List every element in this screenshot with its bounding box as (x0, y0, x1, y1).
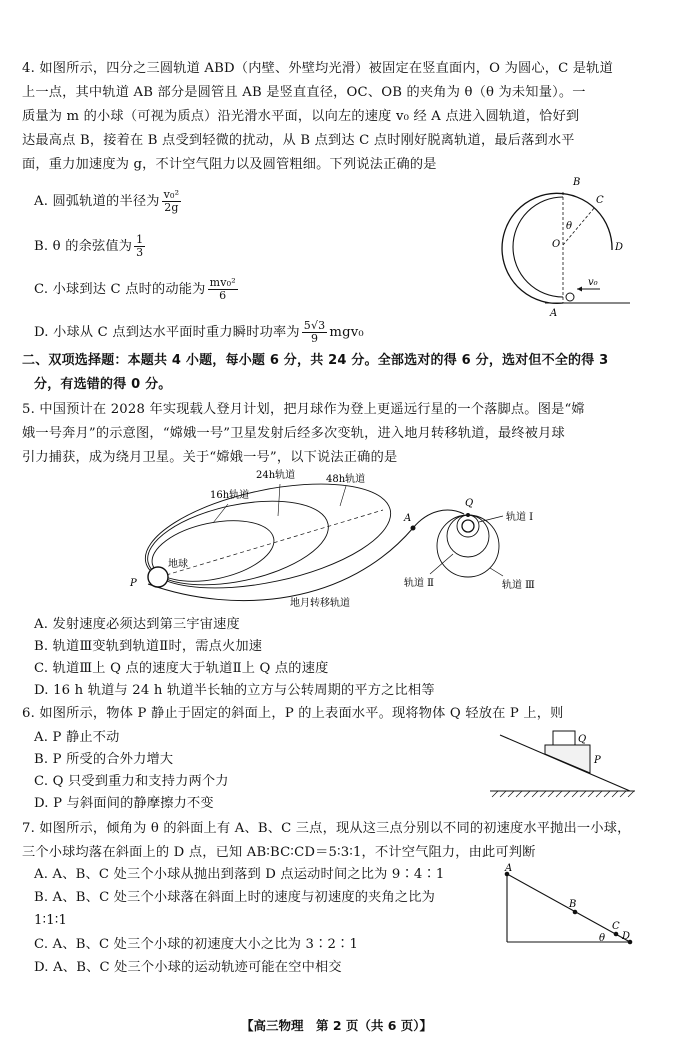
q4-option-b-denominator: 3 (136, 246, 144, 259)
q4-option-b-fraction (134, 234, 145, 259)
q7-option-b-cont: 1∶1∶1 (34, 913, 68, 928)
q4-option-c (34, 277, 240, 302)
q5-option-c: C. 轨道Ⅲ上 Q 点的速度大于轨道Ⅱ上 Q 点的速度 (34, 661, 329, 676)
q4-ball (566, 293, 574, 301)
q7-option-a: A. A、B、C 处三个小球从抛出到落到 D 点运动时间之比为 9∶4∶1 (34, 867, 445, 882)
q4-label-d: D (615, 242, 624, 253)
q7-label-c: C (612, 921, 620, 932)
q6-label-q: Q (578, 734, 587, 745)
q5-orbit-24h (140, 487, 336, 600)
q5-leader-48h (340, 486, 346, 506)
q5-label-earth: 地球 (168, 559, 188, 570)
q6-option-a: A. P 静止不动 (34, 730, 120, 745)
q4-velocity-arrowhead (577, 287, 582, 292)
page-footer: 【高三物理 第 2 页（共 6 页）】 (240, 1018, 433, 1033)
q5-label-16h: 16h轨道 (210, 490, 250, 501)
q4-option-a-numerator: v₀² (163, 188, 180, 201)
q5-option-d: D. 16 h 轨道与 24 h 轨道半长轴的立方与公转周期的平方之比相等 (34, 683, 435, 698)
q5-orbit-48h (136, 466, 400, 607)
q7-option-b: B. A、B、C 处三个小球落在斜面上时的速度与初速度的夹角之比为 (34, 890, 436, 905)
q4-option-b-numerator: 1 (136, 233, 144, 246)
q6-block-q (553, 731, 575, 745)
q4-option-a-fraction (162, 189, 182, 214)
q7-line-1: 7. 如图所示，倾角为 θ 的斜面上有 A、B、C 三点，现从这三点分别以不同的初速度水平抛出一小球， (22, 821, 631, 836)
q7-point-b (573, 910, 578, 915)
q5-moon (462, 520, 474, 532)
q6-line-1: 6. 如图所示，物体 P 静止于固定的斜面上，P 的上表面水平。现将物体 Q 轻放在 P 上，则 (22, 706, 564, 721)
q5-line-2: 娥一号奔月”的示意图，“嫦娥一号”卫星发射后经多次变轨，进入地月转移轨道，最终被月球 (22, 426, 565, 441)
q7-line-2: 三个小球均落在斜面上的 D 点，已知 AB∶BC∶CD＝5∶3∶1，不计空气阻力，由此可判断 (22, 845, 536, 860)
q7-option-d: D. A、B、C 处三个小球的运动轨迹可能在空中相交 (34, 960, 342, 975)
q4-option-c-fraction (208, 277, 238, 302)
q4-option-c-text: C. 小球到达 C 点时的动能为 (34, 282, 206, 297)
q7-label-theta: θ (599, 933, 606, 944)
q4-option-a (34, 189, 183, 214)
q5-label-a: A (404, 513, 412, 524)
section2-line-2: 分，有选错的得 0 分。 (34, 377, 172, 392)
q4-option-c-denominator: 6 (219, 289, 227, 302)
q4-label-b: B (573, 177, 581, 188)
q7-label-a: A (505, 863, 513, 874)
q4-line-3: 质量为 m 的小球（可视为质点）沿光滑水平面，以向左的速度 v₀ 经 A 点进入圆轨道，恰好到 (22, 109, 580, 124)
section2-line-1: 二、双项选择题：本题共 4 小题，每小题 6 分，共 24 分。全部选对的得 6 分，选对但不全的得 3 (22, 353, 609, 368)
q5-label-24h: 24h轨道 (256, 470, 296, 481)
q7-option-c: C. A、B、C 处三个小球的初速度大小之比为 3∶2∶1 (34, 937, 359, 952)
q5-point-a (411, 526, 416, 531)
q5-point-q (466, 513, 470, 517)
q7-incline-figure (495, 862, 640, 952)
q6-option-d: D. P 与斜面间的静摩擦力不变 (34, 796, 214, 811)
q6-block-p (545, 745, 590, 773)
q7-point-c (614, 932, 619, 937)
q6-label-p: P (594, 755, 601, 766)
q7-label-d: D (622, 931, 631, 942)
q4-label-o: O (552, 239, 561, 250)
q5-label-orbit-iii: 轨道 Ⅲ (502, 580, 535, 591)
q4-label-a: A (550, 308, 558, 319)
q4-option-d-denominator: 9 (310, 332, 319, 345)
q4-option-d (34, 320, 364, 345)
q5-line-1: 5. 中国预计在 2028 年实现载人登月计划，把月球作为登上更遥远行星的一个落脚点。图是“嫦 (22, 402, 585, 417)
q4-label-v0: v₀ (588, 277, 598, 288)
q4-line-4: 达最高点 B，接着在 B 点受到轻微的扰动，从 B 点到达 C 点时刚好脱离轨道，最后落到水平 (22, 133, 575, 148)
q6-ground-hatch (492, 791, 634, 797)
q4-option-d-fraction (302, 320, 328, 345)
q4-option-a-text: A. 圆弧轨道的半径为 (34, 194, 160, 209)
q5-line-3: 引力捕获，成为绕月卫星。关于“嫦娥一号”，以下说法正确的是 (22, 450, 398, 465)
q5-option-a: A. 发射速度必须达到第三宇宙速度 (34, 617, 240, 632)
q4-track-figure (490, 170, 640, 320)
q4-line-1: 4. 如图所示，四分之三圆轨道 ABD（内壁、外壁均光滑）被固定在竖直面内，O 为圆心，C 是轨道 (22, 61, 613, 76)
q5-earth (148, 567, 168, 587)
q5-label-48h: 48h轨道 (326, 474, 366, 485)
q5-leader-iii (490, 568, 503, 576)
q4-option-a-denominator: 2g (164, 201, 179, 214)
q5-leader-24h (278, 484, 280, 516)
q4-label-theta: θ (566, 221, 573, 232)
q5-orbit-figure (118, 466, 548, 616)
q5-option-b: B. 轨道Ⅲ变轨到轨道Ⅱ时，需点火加速 (34, 639, 263, 654)
q6-option-b: B. P 所受的合外力增大 (34, 752, 174, 767)
q7-label-b: B (569, 899, 577, 910)
q5-label-q: Q (465, 498, 474, 509)
q4-label-c: C (596, 195, 604, 206)
q5-label-p: P (130, 578, 137, 589)
q4-line-2: 上一点，其中轨道 AB 部分是圆管且 AB 是竖直直径，OC、OB 的夹角为 θ（θ 为未知量）。一 (22, 85, 586, 100)
q4-line-5: 面，重力加速度为 g，不计空气阻力以及圆管粗细。下列说法正确的是 (22, 157, 437, 172)
q5-leader-16h (213, 504, 228, 523)
q6-incline-figure (490, 725, 640, 800)
q6-option-c: C. Q 只受到重力和支持力两个力 (34, 774, 229, 789)
q4-option-b (34, 234, 147, 259)
q4-option-d-suffix: mgv₀ (329, 325, 364, 340)
q4-option-b-text: B. θ 的余弦值为 (34, 239, 133, 254)
q5-label-orbit-i: 轨道 Ⅰ (506, 512, 534, 523)
q5-label-orbit-ii: 轨道 Ⅱ (404, 578, 434, 589)
q4-option-d-text: D. 小球从 C 点到达水平面时重力瞬时功率为 (34, 325, 300, 340)
q4-option-c-numerator: mv₀² (209, 276, 236, 289)
q5-label-transfer: 地月转移轨道 (290, 598, 350, 609)
q4-option-d-numerator: 5√3 (303, 319, 326, 332)
